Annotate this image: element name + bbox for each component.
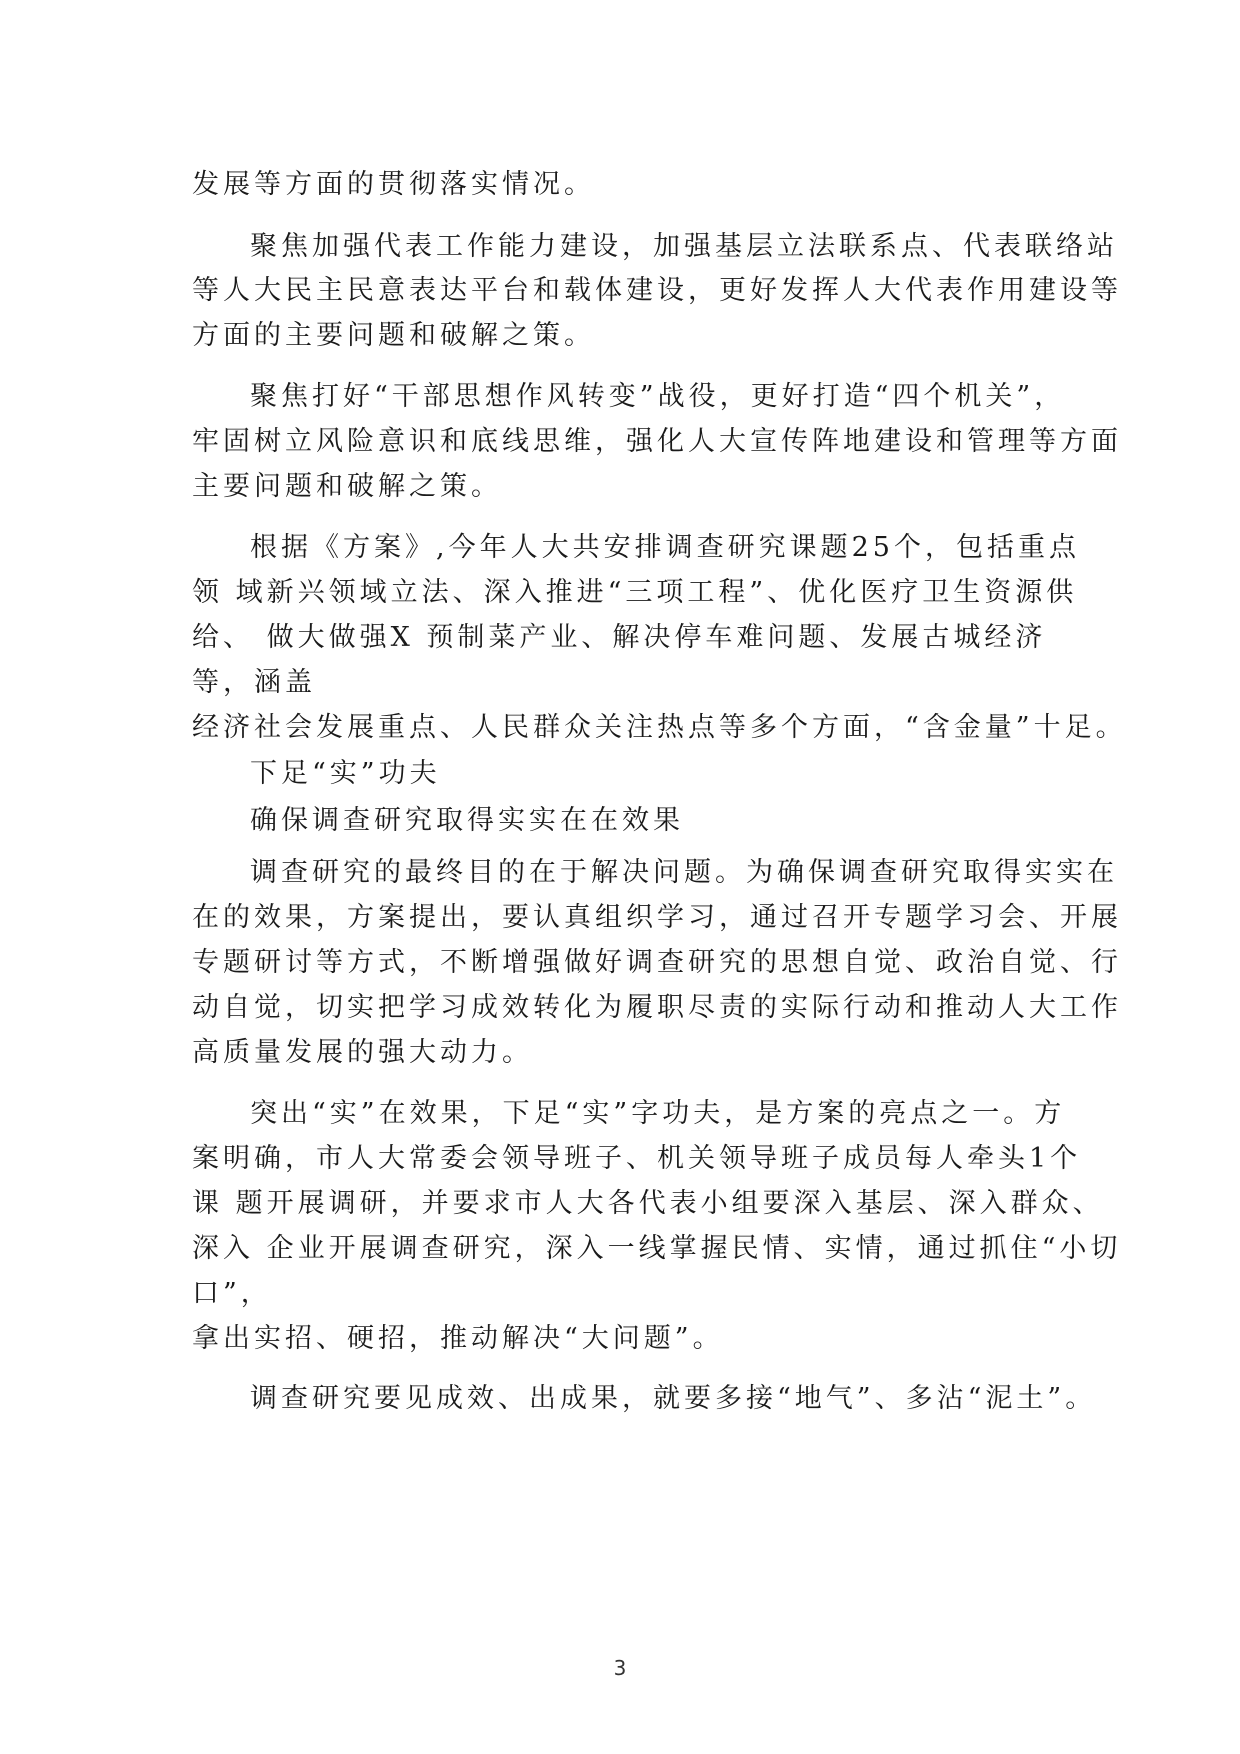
text-line: 调查研究的最终目的在于解决问题。为确保调查研究取得实实在	[250, 857, 1118, 888]
text-line: 方面的主要问题和破解之策。	[192, 320, 595, 351]
text-line: 专题研讨等方式，不断增强做好调查研究的思想自觉、政治自觉、行	[192, 947, 1122, 978]
text-line: 领 域新兴领域立法、深入推进“三项工程”、优化医疗卫生资源供	[192, 577, 1078, 608]
section-subheading: 确保调查研究取得实实在在效果	[250, 805, 684, 836]
text-line: 聚焦加强代表工作能力建设，加强基层立法联系点、代表联络站	[250, 231, 1118, 262]
text-line: 给、 做大做强X 预制菜产业、解决停车难问题、发展古城经济	[192, 622, 1047, 653]
text-line: 深入 企业开展调查研究，深入一线掌握民情、实情，通过抓住“小切	[192, 1233, 1122, 1264]
text-line: 调查研究要见成效、出成果，就要多接“地气”、多沾“泥土”。	[250, 1383, 1097, 1414]
text-line: 高质量发展的强大动力。	[192, 1037, 533, 1068]
text-line: 等人大民主民意表达平台和载体建设，更好发挥人大代表作用建设等	[192, 275, 1122, 306]
text-line: 经济社会发展重点、人民群众关注热点等多个方面，“含金量”十足。	[192, 712, 1127, 743]
text-line: 动自觉，切实把学习成效转化为履职尽责的实际行动和推动人大工作	[192, 992, 1122, 1023]
text-line: 发展等方面的贯彻落实情况。	[192, 169, 595, 200]
text-line: 主要问题和破解之策。	[192, 471, 502, 502]
text-line: 拿出实招、硬招，推动解决“大问题”。	[192, 1323, 724, 1354]
text-line: 在的效果，方案提出，要认真组织学习，通过召开专题学习会、开展	[192, 902, 1122, 933]
text-line: 突出“实”在效果，下足“实”字功夫，是方案的亮点之一。方	[250, 1098, 1066, 1129]
text-line: 口”，	[192, 1278, 272, 1309]
text-line: 根据《方案》,今年人大共安排调查研究课题25个，包括重点	[250, 532, 1080, 563]
text-line: 等，涵盖	[192, 667, 316, 698]
text-line: 聚焦打好“干部思想作风转变”战役，更好打造“四个机关”，	[250, 381, 1066, 412]
section-heading: 下足“实”功夫	[250, 758, 441, 789]
text-line: 课 题开展调研，并要求市人大各代表小组要深入基层、深入群众、	[192, 1188, 1104, 1219]
text-line: 案明确，市人大常委会领导班子、机关领导班子成员每人牵头1个	[192, 1143, 1082, 1174]
text-line: 牢固树立风险意识和底线思维，强化人大宣传阵地建设和管理等方面	[192, 426, 1122, 457]
page-number: 3	[613, 1656, 627, 1680]
